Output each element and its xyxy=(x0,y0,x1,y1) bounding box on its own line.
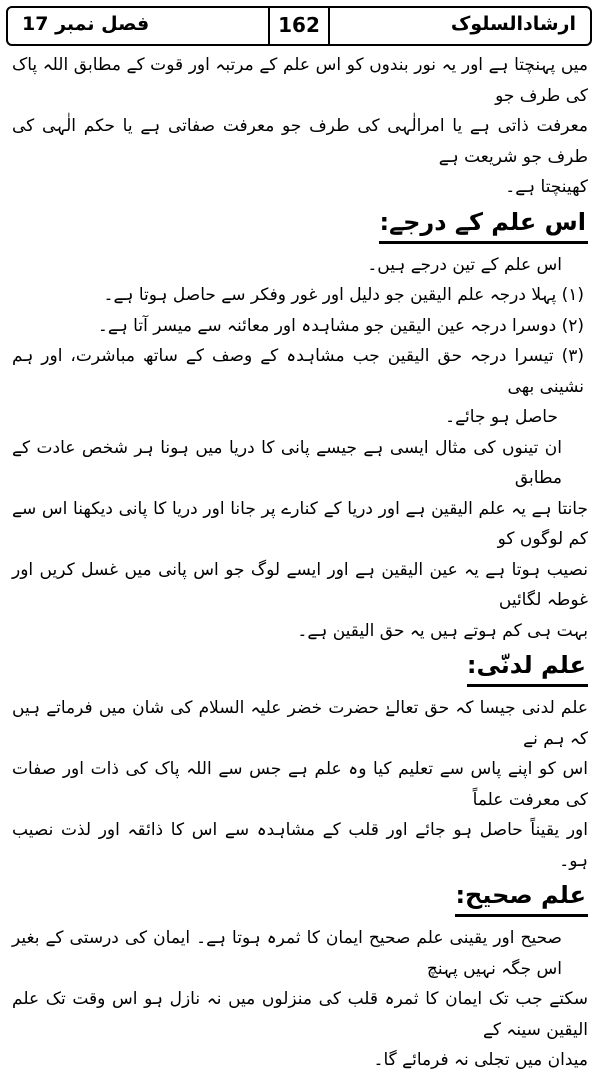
intro-line-1: میں پہنچتا ہے اور یہ نور بندوں کو اس علم کے مرتبہ اور قوت کے مطابق اللہ پاک کی طرف جو xyxy=(12,55,588,106)
degree-item-3-cont: حاصل ہو جائے۔ xyxy=(445,407,558,427)
section-heading-ilm-sahih: علم صحیح: xyxy=(455,878,588,917)
section-heading-degrees: اس علم کے درجے: xyxy=(379,205,588,244)
page-number: 162 xyxy=(268,6,330,46)
section1-intro: اس علم کے تین درجے ہیں۔ xyxy=(367,254,562,275)
example-line-1: ان تینوں کی مثال ایسی ہے جیسے پانی کا دریا میں ہونا ہر شخص عادت کے مطابق xyxy=(12,437,562,488)
ladunni-line-2: اس کو اپنے پاس سے تعلیم کیا وہ علم ہے جس سے اللہ پاک کی ذات اور صفات کی معرفت علماً xyxy=(12,759,588,810)
page-content xyxy=(12,50,588,1076)
intro-line-2: معرفت ذاتی ہے یا امرالٰہی کی طرف جو معرفت صفاتی ہے یا حکم الٰہی کی طرف جو شریعت ہے xyxy=(12,116,588,167)
book-title: ارشادالسلوک xyxy=(450,13,576,35)
example-line-3: نصیب ہوتا ہے یہ عین الیقین ہے اور ایسے لوگ جو اس پانی میں غسل کریں اور غوطہ لگائیں xyxy=(12,559,588,610)
ladunni-line-1: علم لدنی جیسا کہ حق تعالےٰ حضرت خضر علیہ السلام کی شان میں فرماتے ہیں کہ ہم نے xyxy=(12,698,588,749)
example-line-2: جانتا ہے یہ علم الیقین ہے اور دریا کے کنارے پر جانا اور دریا کا پانی دیکھنا اس سے کم لوگوں کو xyxy=(12,498,588,549)
chapter-label: فصل نمبر 17 xyxy=(22,13,150,35)
degree-item-2: (۲) دوسرا درجہ عین الیقین جو مشاہدہ اور معائنہ سے میسر آتا ہے۔ xyxy=(97,315,584,336)
section-heading-ilm-ladunni: علم لدنّی: xyxy=(467,648,588,687)
page-header xyxy=(6,6,592,46)
sahih-line-2: سکتے جب تک ایمان کا ثمرہ قلب کی منزلوں میں نہ نازل ہو اس وقت تک علم الیقین سینہ کے xyxy=(12,989,588,1040)
sahih-line-3: میدان میں تجلی نہ فرمائے گا۔ xyxy=(373,1050,588,1070)
sahih-line-1: صحیح اور یقینی علم صحیح ایمان کا ثمرہ ہوتا ہے۔ ایمان کی درستی کے بغیر اس جگہ نہیں پہنچ xyxy=(12,928,562,979)
intro-line-3: کھینچتا ہے۔ xyxy=(505,177,588,197)
degree-item-1: (۱) پہلا درجہ علم الیقین جو دلیل اور غور وفکر سے حاصل ہوتا ہے۔ xyxy=(103,285,584,305)
ladunni-line-3: اور یقیناً حاصل ہو جائے اور قلب کے مشاہدہ سے اس کا ذائقہ اور لذت نصیب ہو۔ xyxy=(12,820,588,871)
degree-item-3: (۳) تیسرا درجہ حق الیقین جب مشاہدہ کے وصف کے ساتھ مباشرت، اور ہم نشینی بھی xyxy=(12,346,584,397)
example-line-4: بہت ہی کم ہوتے ہیں یہ حق الیقین ہے۔ xyxy=(297,620,588,641)
